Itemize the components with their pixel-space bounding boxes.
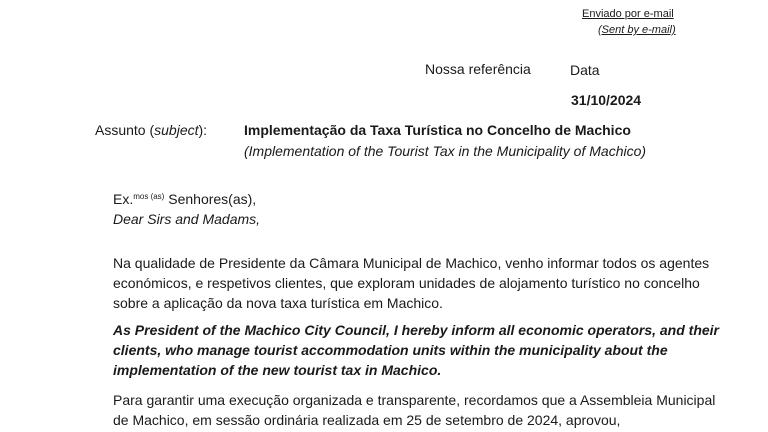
greeting-en: Dear Sirs and Madams,: [113, 211, 261, 227]
paragraph-2-pt: Para garantir uma execução organizada e transparente, recordamos que a Assembleia Municipal de Machico, em sessão ordinária realizada em 25 de setembro de 2024, aprovou,: [113, 392, 716, 428]
date-label: Data: [570, 62, 600, 78]
subject-title-pt: Implementação da Taxa Turística no Concelho de Machico: [244, 122, 631, 138]
sent-by-email-pt: Enviado por e-mail: [582, 8, 674, 20]
our-reference-label: Nossa referência: [425, 61, 531, 77]
paragraph-1-pt: Na qualidade de Presidente da Câmara Municipal de Machico, venho informar todos os agentes económicos, e respetivos clientes, que exploram unidades de alojamento turístico no concelho sobre a aplicação da nova taxa turística em Machico.: [113, 255, 710, 311]
subject-label: Assunto (subject):: [95, 122, 208, 138]
date-value: 31/10/2024: [571, 92, 642, 108]
sent-by-email-en: (Sent by e-mail): [598, 24, 676, 36]
greeting-pt: Ex.$^{mos (as)}$ Senhores(as),: [113, 191, 257, 207]
subject-title-en: (Implementation of the Tourist Tax in the Municipality of Machico): [244, 143, 647, 159]
paragraph-1-en: As President of the Machico City Council, I hereby inform all economic operators, and their clients, who manage tourist accommodation units within the municipality about the implementation of the new tourist tax in Machico.: [113, 322, 720, 378]
